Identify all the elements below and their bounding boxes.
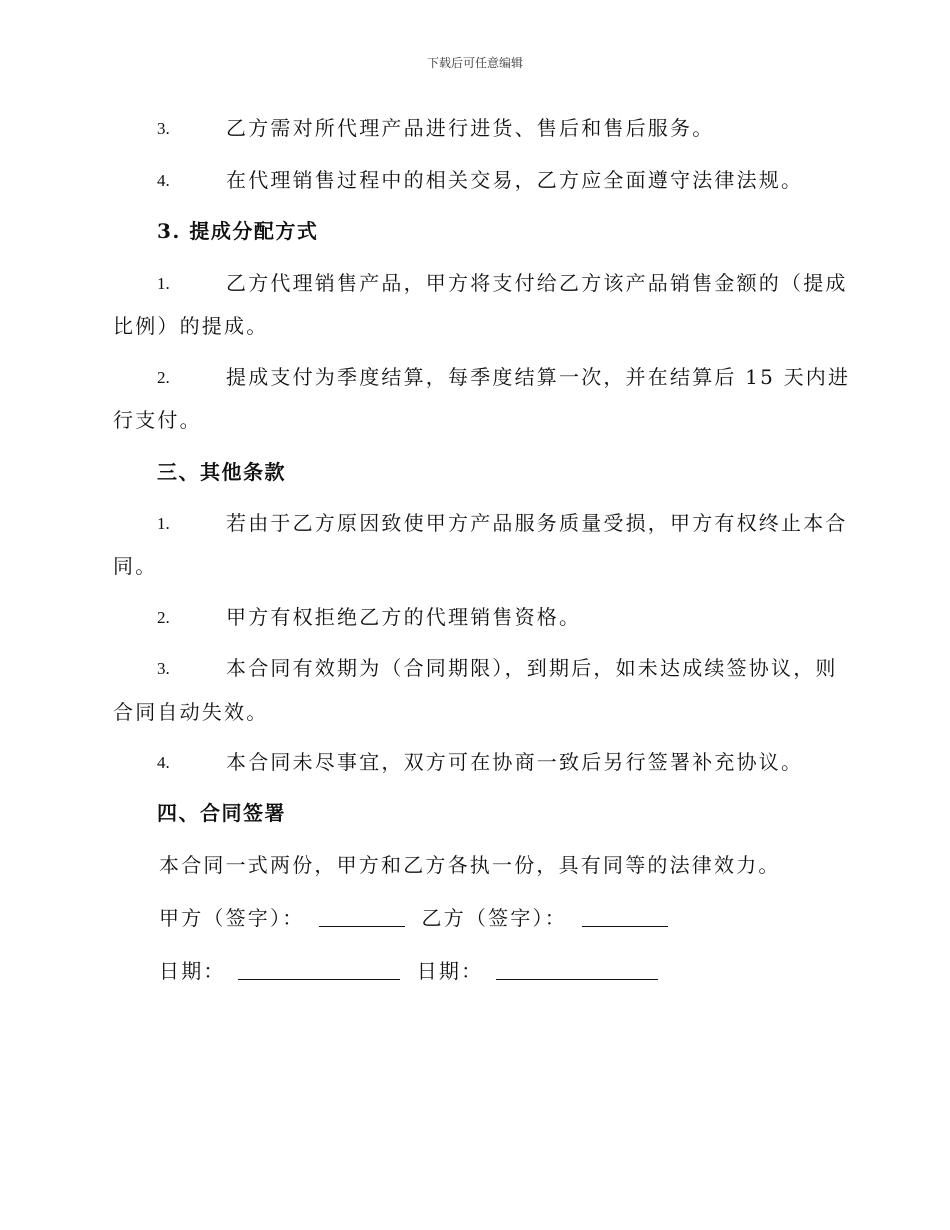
signature-row — [159, 905, 668, 931]
party-b-date-blank[interactable] — [496, 959, 658, 980]
item-number: 4. — [157, 753, 170, 772]
item-number: 3. — [157, 119, 170, 138]
clause-text: 本合同未尽事宜，双方可在协商一致后另行签署补充协议。 — [226, 750, 804, 774]
clause-text: 乙方需对所代理产品进行进货、售后和售后服务。 — [226, 116, 715, 140]
party-b-signature-label: 乙方（签字）： — [421, 906, 567, 930]
clause-text: 甲方有权拒绝乙方的代理销售资格。 — [226, 605, 582, 629]
section-heading-other-terms: 三、其他条款 — [157, 460, 286, 484]
party-a-date-blank[interactable] — [238, 959, 400, 980]
item-number: 2. — [157, 608, 170, 627]
party-b-signature-blank[interactable] — [582, 906, 668, 927]
section-heading-signing: 四、合同签署 — [157, 801, 286, 825]
item-number: 2. — [157, 368, 170, 387]
date-row — [159, 958, 658, 984]
party-b-date-label: 日期： — [416, 959, 484, 983]
clause-text: 乙方代理销售产品，甲方将支付给乙方该产品销售金额的（提成 — [226, 271, 848, 295]
clause-text-continued: 行支付。 — [113, 408, 202, 432]
item-number: 1. — [157, 274, 170, 293]
section-heading-commission: 3. 提成分配方式 — [157, 219, 319, 243]
page-header: 下载后可任意编辑 — [426, 56, 523, 70]
item-number: 1. — [157, 514, 170, 533]
clause-text: 本合同有效期为（合同期限），到期后，如未达成续签协议，则 — [226, 656, 838, 680]
party-a-signature-label: 甲方（签字）： — [159, 906, 305, 930]
clause-text: 提成支付为季度结算，每季度结算一次，并在结算后 15 天内进 — [226, 365, 851, 389]
clause-text: 若由于乙方原因致使甲方产品服务质量受损，甲方有权终止本合 — [226, 511, 848, 535]
clause-text-continued: 合同自动失效。 — [113, 700, 269, 724]
clause-text: 在代理销售过程中的相关交易，乙方应全面遵守法律法规。 — [226, 168, 804, 192]
party-a-signature-blank[interactable] — [319, 906, 405, 927]
party-a-date-label: 日期： — [159, 959, 226, 983]
item-number: 4. — [157, 171, 170, 190]
clause-text-continued: 同。 — [113, 554, 158, 578]
signing-intro: 本合同一式两份，甲方和乙方各执一份，具有同等的法律效力。 — [159, 853, 781, 877]
item-number: 3. — [157, 659, 170, 678]
clause-text-continued: 比例）的提成。 — [113, 314, 269, 338]
